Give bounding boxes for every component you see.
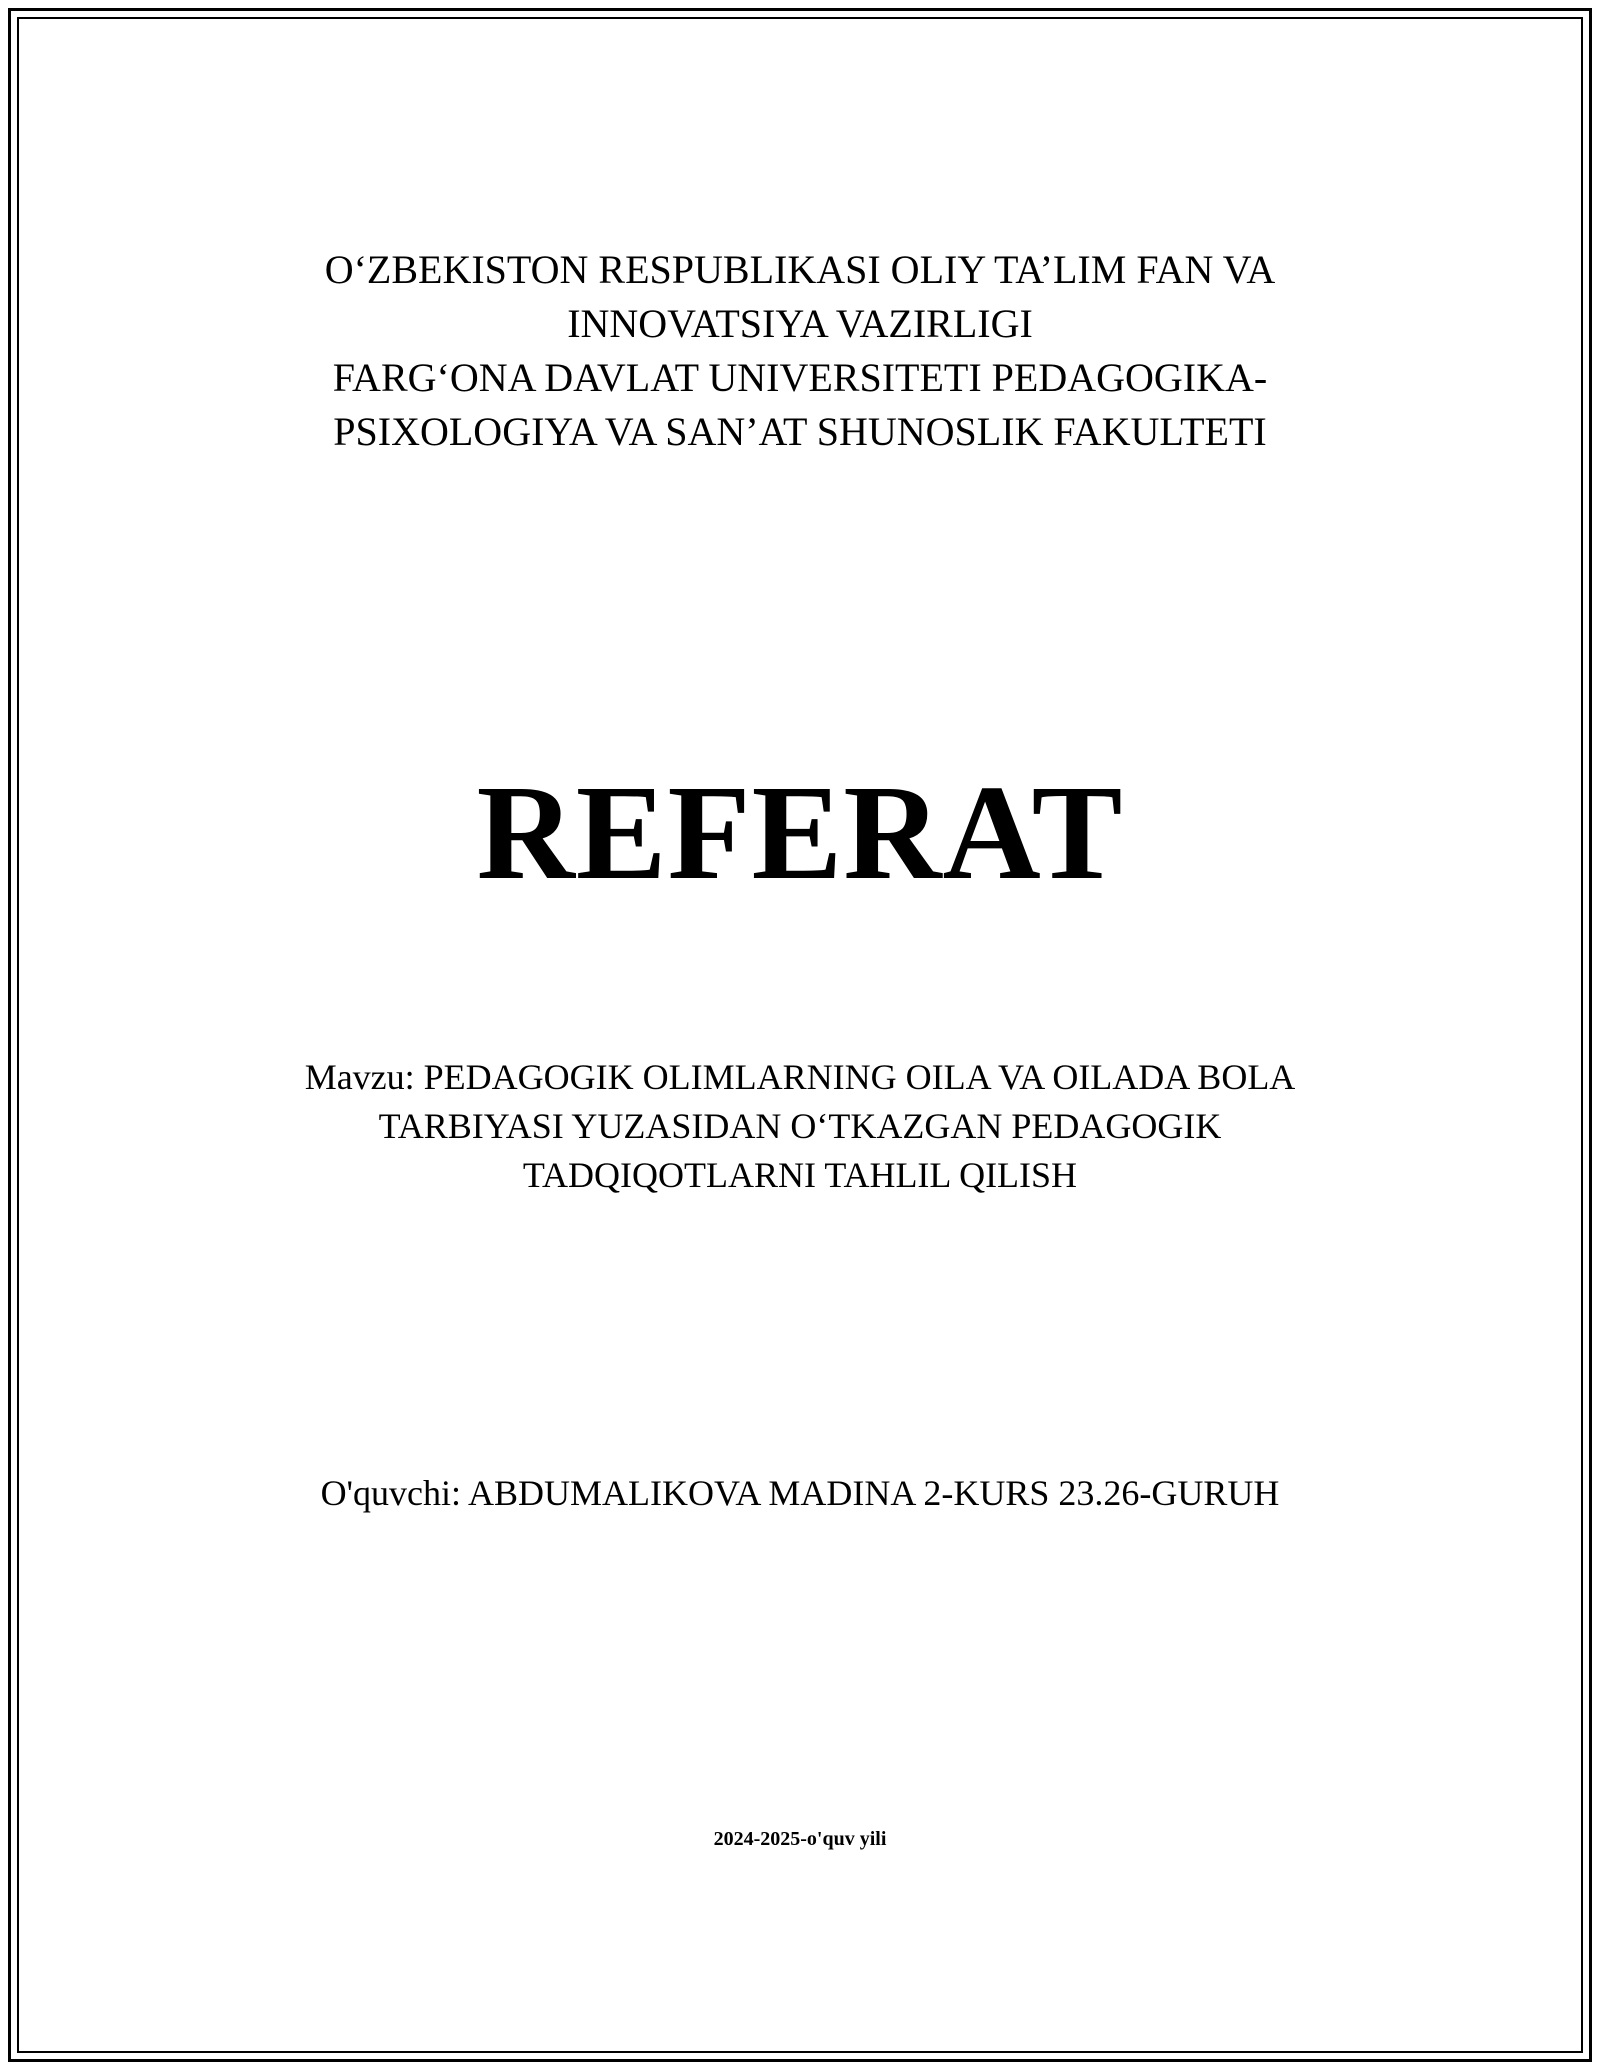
header-line: O‘ZBEKISTON RESPUBLIKASI OLIY TA’LIM FAN VA [324, 247, 1276, 292]
academic-year: 2024-2025-o'quv yili [713, 1828, 887, 1850]
ministry-header [0, 243, 1600, 459]
topic-line: TADQIQOTLARNI TAHLIL QILISH [522, 1155, 1078, 1195]
document-title: REFERAT [476, 758, 1124, 908]
topic-line: Mavzu: PEDAGOGIK OLIMLARNING OILA VA OILADA BOLA [304, 1057, 1296, 1097]
topic-block [0, 1053, 1600, 1200]
student-info: O'quvchi: ABDUMALIKOVA MADINA 2-KURS 23.26-GURUH [320, 1473, 1280, 1513]
header-line: INNOVATSIYA VAZIRLIGI [567, 301, 1033, 346]
topic-line: TARBIYASI YUZASIDAN O‘TKAZGAN PEDAGOGIK [378, 1106, 1222, 1146]
header-line: FARG‘ONA DAVLAT UNIVERSITETI PEDAGOGIKA- [332, 355, 1268, 400]
header-line: PSIXOLOGIYA VA SAN’AT SHUNOSLIK FAKULTETI [333, 409, 1267, 454]
